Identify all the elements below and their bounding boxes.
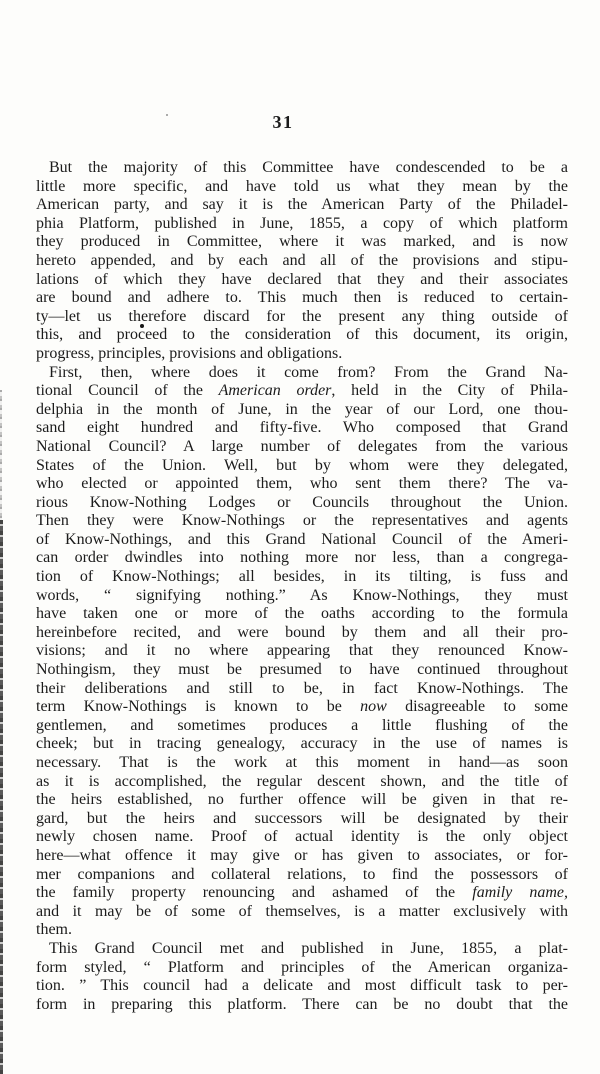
text-line: tion of Know-Nothings; all besides, in its tilting, is fuss and [36,568,568,586]
text-line: ty—let us therefore discard for the present any thing outside of [36,307,568,325]
text-line: hereto appended, and by each and all of the provisions and stipu- [36,251,568,269]
text-line: States of the Union. Well, but by whom were they delegated, [36,456,568,474]
text-line: progress, principles, provisions and obligations. [36,344,343,362]
text-line: gentlemen, and sometimes produces a little flushing of the [36,716,568,734]
text-line: gard, but the heirs and successors will be designated by their [36,809,568,827]
text-line: Then they were Know-Nothings or the representatives and agents [36,512,568,530]
text-line: and it may be of some of themselves, is a matter exclusively with [36,902,568,920]
text-line: the family property renouncing and ashamed of the family name, [36,884,568,902]
scan-gutter-shadow-upper [0,390,2,520]
text-line: National Council? A large number of delegates from the various [36,437,568,455]
text-line: First, then, where does it come from? From the Grand Na- [49,363,568,381]
text-line: who elected or appointed them, who sent them there? The va- [36,475,568,493]
text-line: lations of which they have declared that they and their associates [36,270,568,288]
text-line: necessary. That is the work at this moment in hand—as soon [36,754,568,771]
text-line: But the majority of this Committee have condescended to be a [49,159,568,176]
text-line: rious Know-Nothing Lodges or Councils throughout the Union. [36,493,568,511]
text-line: visions; and it no where appearing that they renounced Know- [36,642,568,660]
text-line: here—what offence it may give or has given to associates, or for- [36,846,568,864]
text-line: This Grand Council met and published in June, 1855, a plat- [49,939,568,957]
text-line: hereinbefore recited, and were bound by them and all their pro- [36,623,568,641]
text-line: have taken one or more of the oaths according to the formula [36,605,568,623]
scan-gutter-shadow-lower [0,520,3,1074]
text-line: form styled, “ Platform and principles of the American organiza- [36,958,568,976]
paragraph [36,364,568,940]
text-line: tional Council of the American order, held in the City of Phila- [36,382,568,400]
text-line: are bound and adhere to. This much then is reduced to certain- [36,289,568,307]
text-line: this, and proceed to the consideration of this document, its origin, [36,326,568,344]
text-line: phia Platform, published in June, 1855, a copy of which platform [36,214,568,232]
paragraph [36,159,568,364]
text-line: the heirs established, no further offence will be given in that re- [36,791,568,809]
text-block [36,159,568,1014]
text-line: delphia in the month of June, in the year of our Lord, one thou- [36,400,568,418]
text-line: them. [36,921,72,939]
text-line: Nothingism, they must be presumed to have continued throughout [36,661,568,679]
text-line: little more specific, and have told us what they mean by the [36,177,568,195]
text-line: form in preparing this platform. There can be no doubt that the [36,995,568,1013]
text-line: words, “ signifying nothing.” As Know-Nothings, they must [36,586,568,604]
text-line: mer companions and collateral relations, to find the possessors of [36,865,568,883]
text-line: of Know-Nothings, and this Grand National Council of the Ameri- [36,530,568,548]
text-line: American party, and say it is the American Party of the Philadel- [36,196,568,214]
text-line: newly chosen name. Proof of actual identity is the only object [36,828,568,846]
text-line: as it is accomplished, the regular descent shown, and the title of [36,772,568,790]
paragraph [36,940,568,1014]
text-line: sand eight hundred and fifty-five. Who composed that Grand [36,419,568,437]
page-number: 31 [272,112,294,132]
text-line: their deliberations and still to be, in fact Know-Nothings. The [36,679,568,697]
text-line: can order dwindles into nothing more nor less, than a congrega- [36,549,568,567]
text-line: term Know-Nothings is known to be now disagreeable to some [36,698,568,716]
text-line: tion. ” This council had a delicate and most difficult task to per- [36,977,568,995]
text-line: cheek; but in tracing genealogy, accuracy in the use of names is [36,735,568,753]
text-line: they produced in Committee, where it was marked, and is now [36,233,568,251]
